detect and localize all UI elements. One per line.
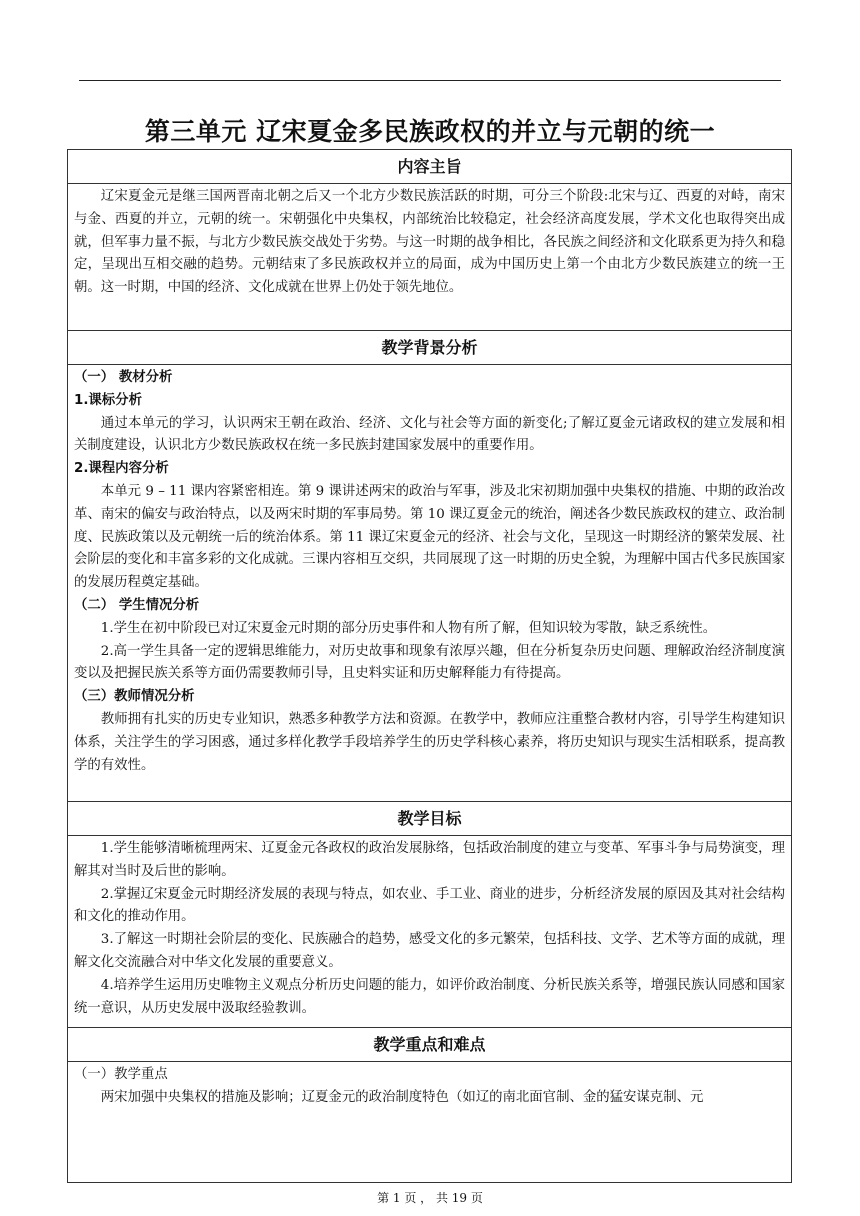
textbook-analysis-heading: （一） 教材分析 (74, 370, 173, 385)
student-analysis-item: 1.学生在初中阶段已对辽宋夏金元时期的部分历史事件和人物有所了解，但知识较为零散，缺乏系统性。 (100, 620, 717, 636)
background-body (68, 365, 791, 801)
objective-item: 1.学生能够清晰梳理两宋、辽夏金元各政权的政治发展脉络，包括政治制度的建立与变革、军事斗争与局势演变，理解其对当时及后世的影响。 (74, 841, 785, 879)
focus-text: 两宋加强中央集权的措施及影响；辽夏金元的政治制度特色（如辽的南北面官制、金的猛安谋克制、元 (100, 1089, 704, 1105)
document-title: 第三单元 辽宋夏金多民族政权的并立与元朝的统一 (144, 117, 716, 146)
student-analysis-item: 2.高一学生具备一定的逻辑思维能力，对历史故事和现象有浓厚兴趣，但在分析复杂历史问题、理解政治经济制度演变以及把握民族关系等方面仍需要教师引导，且史料实证和历史解释能力有待提高。 (74, 643, 785, 682)
objective-item: 3.了解这一时期社会阶层的变化、民族融合的趋势，感受文化的多元繁荣，包括科技、文学、艺术等方面的成就，理解文化交流融合对中华文化发展的重要意义。 (74, 932, 785, 970)
teacher-analysis-text: 教师拥有扎实的历史专业知识，熟悉多种教学方法和资源。在教学中，教师应注重整合教材内容，引导学生构建知识体系，关注学生的学习困惑，通过多样化教学手段培养学生的历史学科核心素养，将历史知识与现实生活相联系，提高教学的有效性。 (74, 711, 785, 773)
section-heading-key-points: 教学重点和难点 (68, 1027, 791, 1062)
content-gist-paragraph: 辽宋夏金元是继三国两晋南北朝之后又一个北方少数民族活跃的时期，可分三个阶段:北宋与辽、西夏的对峙，南宋与金、西夏的并立，元朝的统一。宋朝强化中央集权，内部统治比较稳定，社会经济高度发展，学术文化也取得突出成就，但军事力量不振，与北方少数民族交战处于劣势。与这一时期的战争相比，各民族之间经济和文化联系更为持久和稳定，呈现出互相交融的趋势。元朝结束了多民族政权并立的局面，成为中国历史上第一个由北方少数民族建立的统一王朝。这一时期，中国的经济、文化成就在世界上仍处于领先地位。 (74, 189, 785, 296)
section-heading-background: 教学背景分析 (68, 330, 791, 365)
key-points-body (68, 1062, 791, 1114)
page-footer: 第 1 页 ， 共 19 页 (377, 1191, 483, 1205)
section-heading-content-gist: 内容主旨 (68, 150, 791, 184)
standard-analysis-heading: 1.课标分析 (74, 392, 142, 408)
objective-item: 4.培养学生运用历史唯物主义观点分析历史问题的能力，如评价政治制度、分析民族关系等，增强民族认同感和国家统一意识，从历史发展中汲取经验教训。 (74, 977, 785, 1016)
course-content-heading: 2.课程内容分析 (74, 461, 169, 477)
objective-item: 2.掌握辽宋夏金元时期经济发展的表现与特点，如农业、手工业、商业的进步，分析经济发展的原因及其对社会结构和文化的推动作用。 (74, 886, 785, 925)
student-analysis-heading: （二） 学生情况分析 (74, 597, 200, 613)
section-heading-objectives: 教学目标 (68, 801, 791, 836)
standard-analysis-text: 通过本单元的学习，认识两宋王朝在政治、经济、文化与社会等方面的新变化;了解辽夏金元诸政权的建立发展和相关制度建设，认识北方少数民族政权在统一多民族封建国家发展中的重要作用。 (74, 415, 785, 454)
focus-heading: （一）教学重点 (74, 1067, 168, 1082)
teacher-analysis-heading: （三）教师情况分析 (74, 689, 195, 705)
header-rule (79, 80, 781, 81)
objectives-body (68, 836, 791, 1027)
course-content-text: 本单元 9 – 11 课内容紧密相连。第 9 课讲述两宋的政治与军事，涉及北宋初期加强中央集权的措施、中期的政治改革、南宋的偏安与政治特点，以及两宋时期的军事局势。第 10 课辽夏金元的统治，阐述各少数民族政权的建立、政治制度、民族政策以及元朝统一后的统治体系。第 11 课辽宋夏金元的经济、社会与文化，呈现这一时期经济的繁荣发展、社会阶层的变化和丰富多彩的文化成就。三课内容相互交织，共同展现了这一时期的历史全貌，为理解中国古代多民族国家的发展历程奠定基础。 (74, 483, 785, 591)
content-gist-body (68, 184, 791, 330)
lesson-plan-table (67, 149, 792, 1183)
